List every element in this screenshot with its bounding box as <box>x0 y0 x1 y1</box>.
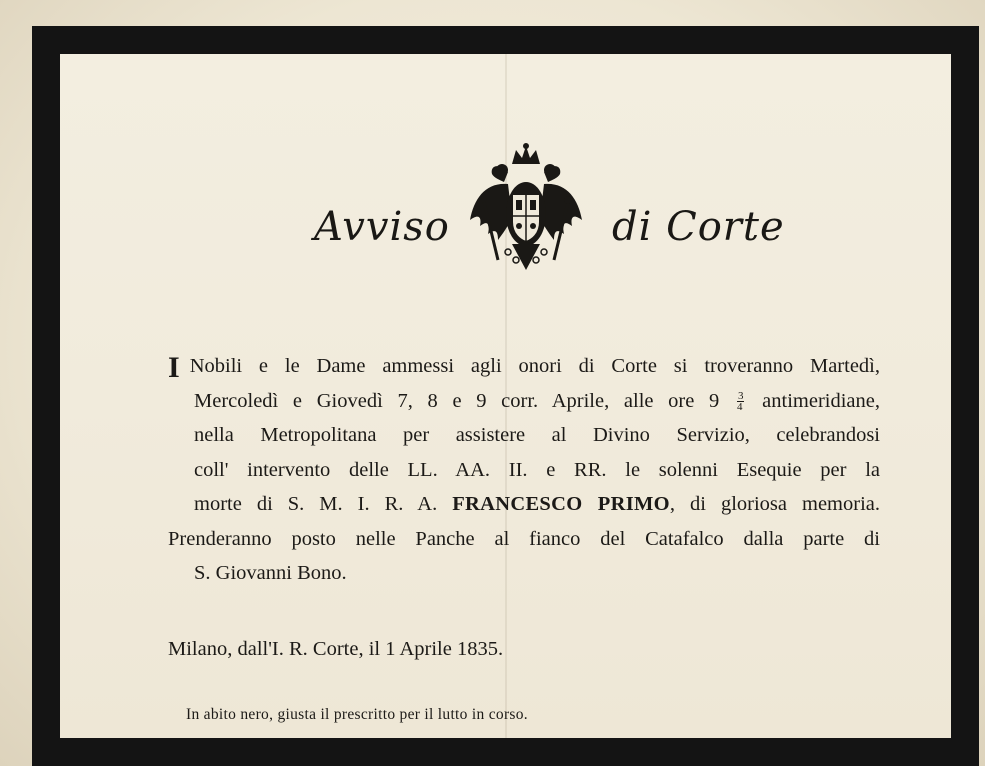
body-line-7: S. Giovanni Bono. <box>194 562 347 584</box>
fraction-denominator: 4 <box>736 401 743 414</box>
double-headed-eagle-crest-icon <box>468 142 584 274</box>
body-line-5-end: , di gloriosa memoria. <box>669 493 880 515</box>
fraction-numerator: 3 <box>737 390 744 403</box>
body-line-6: Prenderanno posto nelle Panche al fianco del Catafalco dalla parte di <box>168 527 880 550</box>
announcement-body <box>168 349 880 591</box>
body-line-2-end: antimeridiane, <box>762 389 880 412</box>
heading-avviso: Avviso <box>314 204 450 250</box>
heading-di-corte: di Corte <box>612 204 785 250</box>
sovereign-name: FRANCESCO PRIMO <box>452 493 670 515</box>
mourning-border-frame <box>32 26 979 766</box>
drop-initial: I <box>168 351 180 384</box>
body-line-5-text: morte di S. M. I. R. A. <box>194 493 438 515</box>
body-line-1: Nobili e le Dame ammessi agli onori di Corte si troveranno Martedì, <box>189 355 880 377</box>
body-line-2-text: Mercoledì e Giovedì 7, 8 e 9 corr. Aprile, alle ore 9 <box>194 389 720 412</box>
body-line-2 <box>168 384 880 419</box>
body-line-5 <box>168 487 880 522</box>
body-line-3: nella Metropolitana per assistere al Divino Servizio, celebrandosi <box>194 424 880 446</box>
body-line-4: coll' intervento delle LL. AA. II. e RR. le solenni Esequie per la <box>194 458 880 481</box>
time-fraction <box>737 391 745 412</box>
dress-code-note: In abito nero, giusta il prescritto per il lutto in corso. <box>186 706 528 723</box>
dateline: Milano, dall'I. R. Corte, il 1 Aprile 1835. <box>168 638 504 660</box>
